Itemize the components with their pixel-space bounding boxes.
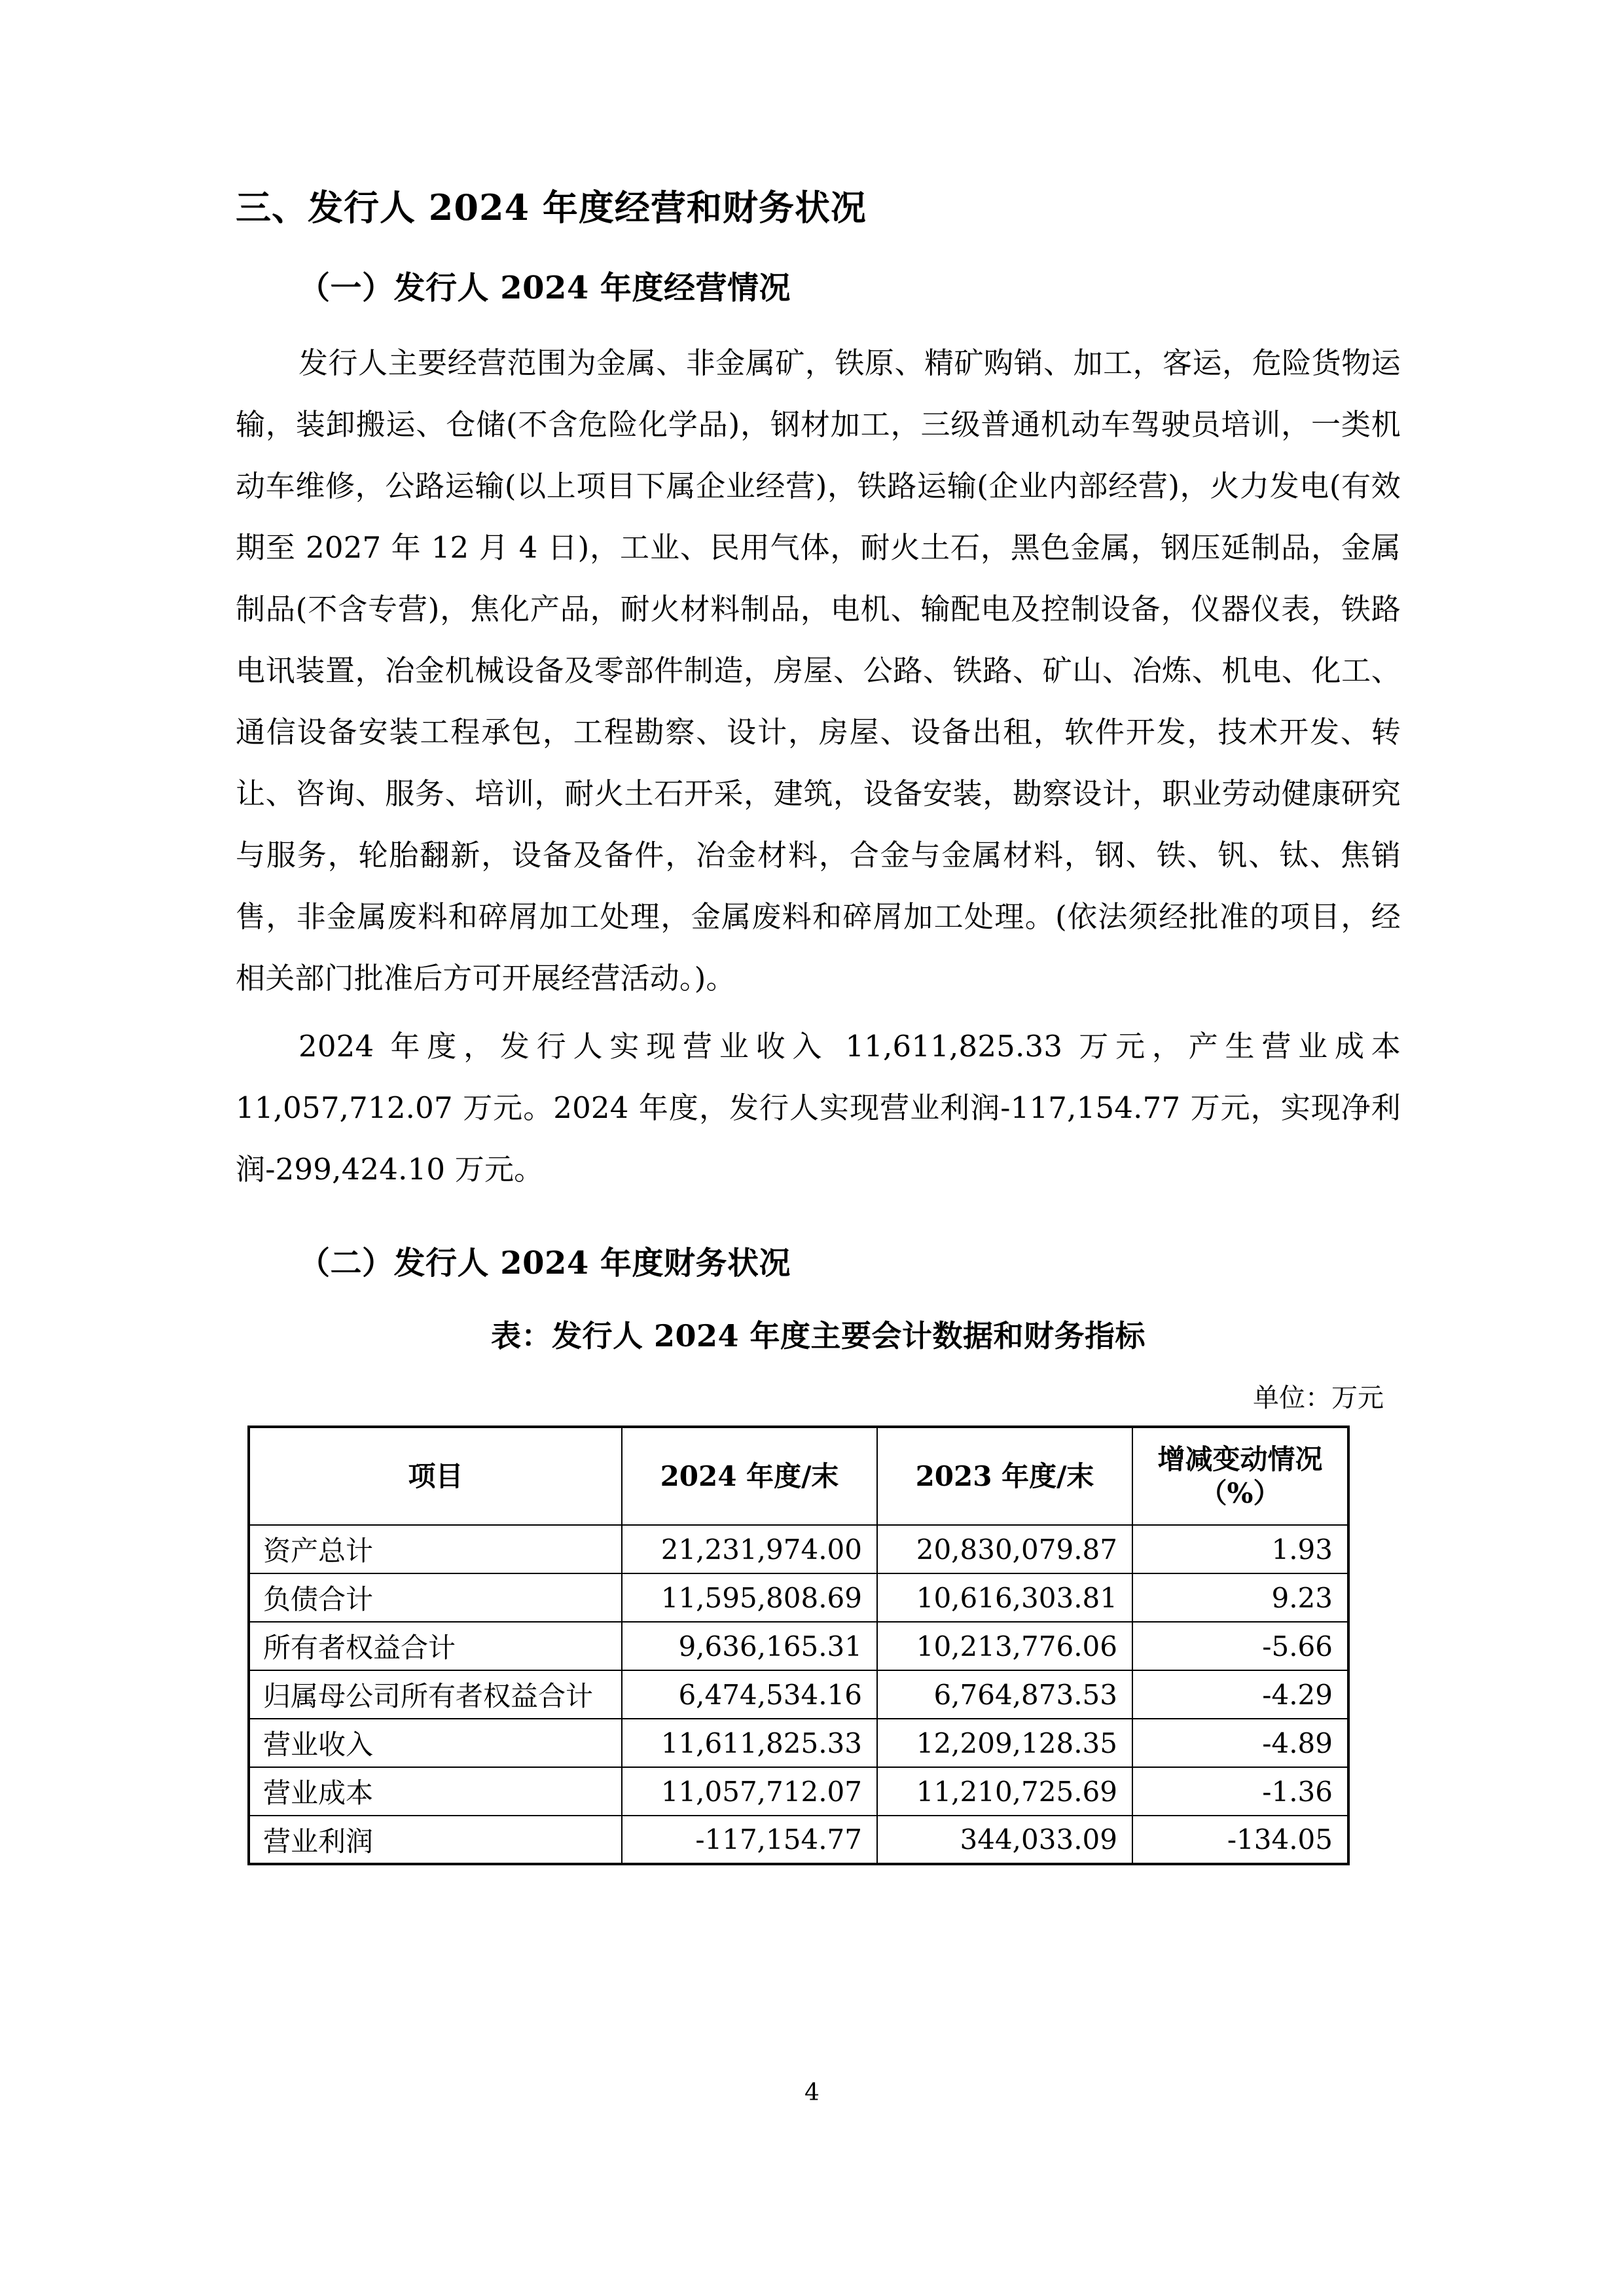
subsection-two-heading: （二）发行人 2024 年度财务状况 (298, 1245, 791, 1282)
page-number: 4 (804, 2079, 820, 2106)
row-item-label: 归属母公司所有者权益合计 (249, 1670, 622, 1719)
row-value-y2023: 6,764,873.53 (877, 1670, 1132, 1719)
unit-note: 单位：万元 (1253, 1383, 1384, 1413)
row-value-change: -4.29 (1132, 1670, 1348, 1719)
section-heading: 三、发行人 2024 年度经营和财务状况 (236, 187, 867, 228)
table-header (249, 1427, 1348, 1525)
row-value-y2024: 6,474,534.16 (622, 1670, 877, 1719)
table-row (249, 1622, 1348, 1670)
row-item-label: 所有者权益合计 (249, 1622, 622, 1670)
page-content (236, 187, 1401, 1865)
row-value-y2024: 11,611,825.33 (622, 1719, 877, 1767)
business-scope-paragraph: 发行人主要经营范围为金属、非金属矿，铁原、精矿购销、加工，客运，危险货物运输，装卸搬运、仓储(不含危险化学品)，钢材加工，三级普通机动车驾驶员培训，一类机动车维修，公路运输(以上项目下属企业经营)，铁路运输(企业内部经营)，火力发电(有效期至 2027 年 12 月 4 日)，工业、民用气体，耐火土石，黑色金属，钢压延制品，金属制品(不含专营)，焦化产品，耐火材料制品，电机、输配电及控制设备，仪器仪表，铁路电讯装置，冶金机械设备及零部件制造，房屋、公路、铁路、矿山、冶炼、机电、化工、通信设备安装工程承包，工程勘察、设计，房屋、设备出租，软件开发，技术开发、转让、咨询、服务、培训，耐火土石开采，建筑，设备安装，勘察设计，职业劳动健康研究与服务，轮胎翻新，设备及备件，冶金材料，合金与金属材料，钢、铁、钒、钛、焦销售，非金属废料和碎屑加工处理，金属废料和碎屑加工处理。(依法须经批准的项目，经相关部门批准后方可开展经营活动。)。 (236, 346, 1401, 996)
row-value-y2024: 9,636,165.31 (622, 1622, 877, 1670)
row-value-y2024: 11,595,808.69 (622, 1573, 877, 1622)
row-value-change: -1.36 (1132, 1767, 1348, 1816)
row-value-change: -4.89 (1132, 1719, 1348, 1767)
row-item-label: 营业成本 (249, 1767, 622, 1816)
table-caption: 表：发行人 2024 年度主要会计数据和财务指标 (490, 1318, 1146, 1354)
row-value-y2024: 21,231,974.00 (622, 1525, 877, 1573)
row-value-change: -5.66 (1132, 1622, 1348, 1670)
row-item-label: 营业利润 (249, 1816, 622, 1864)
row-value-y2023: 10,616,303.81 (877, 1573, 1132, 1622)
row-item-label: 资产总计 (249, 1525, 622, 1573)
subsection-one-heading: （一）发行人 2024 年度经营情况 (298, 270, 791, 306)
row-value-y2024: -117,154.77 (622, 1816, 877, 1864)
column-header-item: 项目 (249, 1427, 622, 1525)
table-row (249, 1670, 1348, 1719)
financial-indicators-table (247, 1426, 1350, 1865)
table-body (249, 1525, 1348, 1864)
row-value-y2023: 20,830,079.87 (877, 1525, 1132, 1573)
row-item-label: 营业收入 (249, 1719, 622, 1767)
table-row (249, 1767, 1348, 1816)
row-value-change: -134.05 (1132, 1816, 1348, 1864)
table-row (249, 1816, 1348, 1864)
row-value-y2023: 12,209,128.35 (877, 1719, 1132, 1767)
row-value-y2023: 344,033.09 (877, 1816, 1132, 1864)
row-item-label: 负债合计 (249, 1573, 622, 1622)
table-row (249, 1525, 1348, 1573)
column-header-y2024: 2024 年度/末 (622, 1427, 877, 1525)
operating-results-paragraph: 2024 年度，发行人实现营业收入 11,611,825.33 万元，产生营业成本 11,057,712.07 万元。2024 年度，发行人实现营业利润-117,154.77 万元，实现净利润-299,424.10 万元。 (236, 1029, 1401, 1187)
row-value-change: 1.93 (1132, 1525, 1348, 1573)
column-header-y2023: 2023 年度/末 (877, 1427, 1132, 1525)
column-header-change: 增减变动情况（%） (1132, 1427, 1348, 1525)
table-header-row (249, 1427, 1348, 1525)
table-row (249, 1573, 1348, 1622)
row-value-change: 9.23 (1132, 1573, 1348, 1622)
row-value-y2024: 11,057,712.07 (622, 1767, 877, 1816)
table-row (249, 1719, 1348, 1767)
row-value-y2023: 10,213,776.06 (877, 1622, 1132, 1670)
row-value-y2023: 11,210,725.69 (877, 1767, 1132, 1816)
